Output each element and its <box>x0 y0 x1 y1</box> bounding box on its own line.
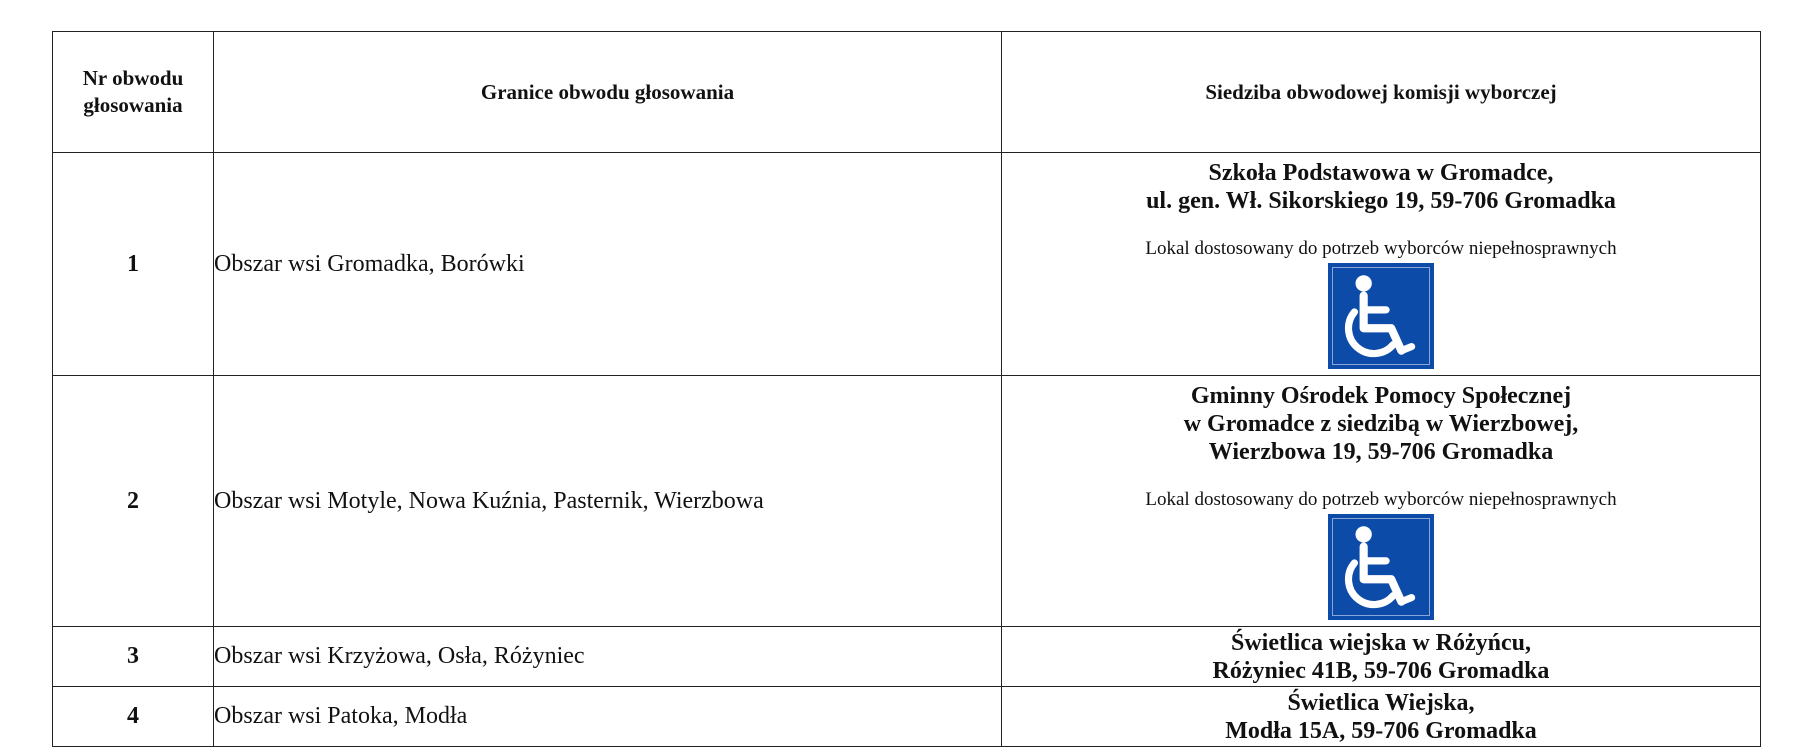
commission-seat <box>1002 627 1761 687</box>
venue-line: Wierzbowa 19, 59-706 Gromadka <box>1208 439 1554 465</box>
header-district-number-line2: głosowania <box>83 93 183 117</box>
venue-line: Modła 15A, 59-706 Gromadka <box>1225 717 1537 744</box>
district-boundaries: Obszar wsi Gromadka, Borówki <box>214 153 1002 376</box>
venue-line: Szkoła Podstawowa w Gromadce, <box>1208 160 1554 186</box>
venue-line: ul. gen. Wł. Sikorskiego 19, 59-706 Gromadka <box>1146 188 1616 214</box>
district-boundaries: Obszar wsi Krzyżowa, Osła, Różyniec <box>214 627 1002 687</box>
table-row <box>53 687 1761 747</box>
district-boundaries: Obszar wsi Patoka, Modła <box>214 687 1002 747</box>
table-header-row <box>53 32 1761 153</box>
commission-seat <box>1002 687 1761 747</box>
district-number: 3 <box>53 627 214 687</box>
district-number: 2 <box>53 376 214 627</box>
header-commission-seat: Siedziba obwodowej komisji wyborczej <box>1002 32 1761 153</box>
district-boundaries: Obszar wsi Motyle, Nowa Kuźnia, Pasternik, Wierzbowa <box>214 376 1002 627</box>
venue-line: Świetlica Wiejska, <box>1287 689 1475 716</box>
wheelchair-accessibility-icon <box>1328 514 1434 620</box>
accessibility-note: Lokal dostosowany do potrzeb wyborców niepełnosprawnych <box>1145 489 1617 510</box>
header-district-number-line1: Nr obwodu <box>82 66 184 90</box>
table-row <box>53 627 1761 687</box>
commission-seat <box>1002 376 1761 627</box>
venue-line: w Gromadce z siedzibą w Wierzbowej, <box>1183 411 1579 437</box>
voting-districts-table <box>52 31 1761 747</box>
venue-line: Świetlica wiejska w Różyńcu, <box>1231 629 1531 656</box>
wheelchair-accessibility-icon <box>1328 263 1434 369</box>
table-row <box>53 376 1761 627</box>
venue-line: Różyniec 41B, 59-706 Gromadka <box>1212 657 1550 684</box>
commission-seat <box>1002 153 1761 376</box>
table-row <box>53 153 1761 376</box>
header-district-number <box>53 32 214 153</box>
header-district-boundaries: Granice obwodu głosowania <box>214 32 1002 153</box>
district-number: 1 <box>53 153 214 376</box>
district-number: 4 <box>53 687 214 747</box>
venue-line: Gminny Ośrodek Pomocy Społecznej <box>1190 383 1572 409</box>
accessibility-note: Lokal dostosowany do potrzeb wyborców niepełnosprawnych <box>1145 238 1617 259</box>
